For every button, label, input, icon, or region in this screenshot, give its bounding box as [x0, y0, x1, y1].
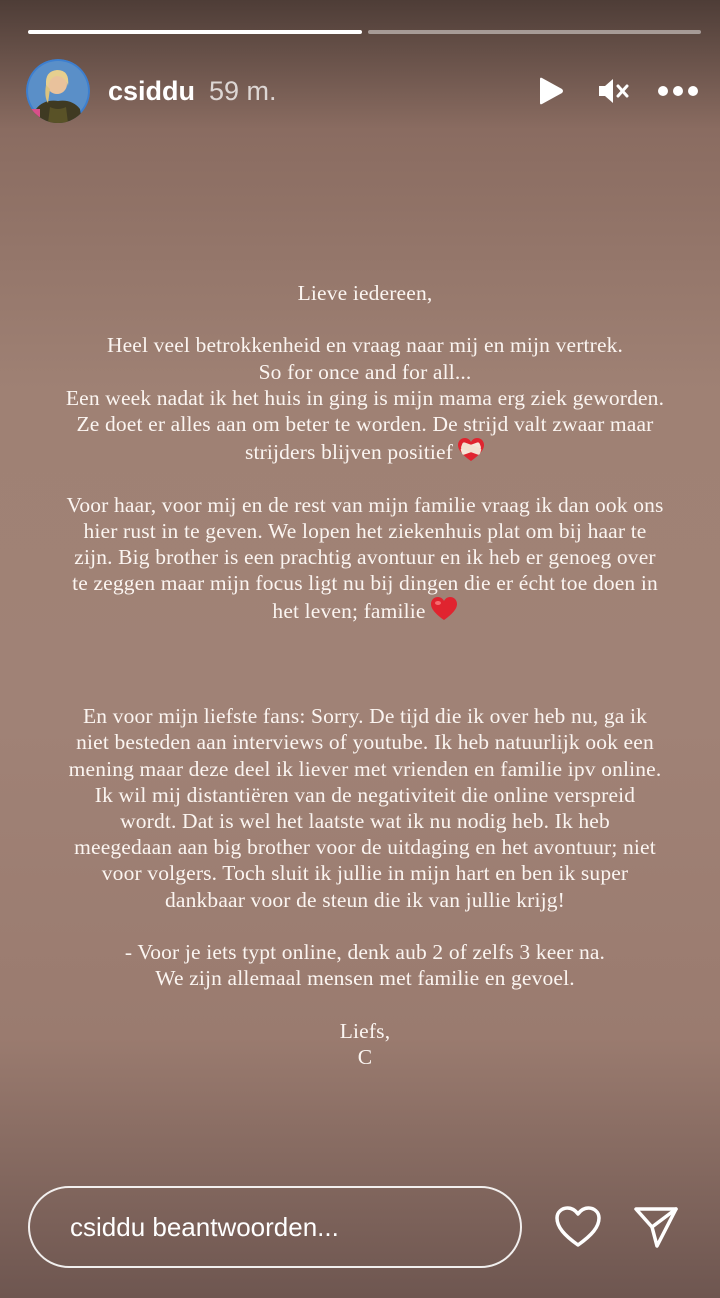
reply-placeholder: csiddu beantwoorden... — [70, 1211, 339, 1242]
story-greeting: Lieve iedereen, — [297, 281, 433, 305]
more-options-button[interactable] — [656, 69, 700, 113]
story-line: mening maar deze deel ik liever met vrienden en familie ipv online. — [68, 756, 662, 781]
story-line: niet besteden aan interviews of youtube. Ik heb natuurlijk ook een — [76, 730, 654, 755]
reply-bar — [28, 1184, 700, 1270]
story-line: Ze doet er alles aan om beter te worden. De strijd valt zwaar maar — [76, 412, 654, 436]
play-button[interactable] — [528, 69, 572, 113]
red-heart-emoji-icon — [430, 596, 458, 622]
story-line-text: strijders blijven positief — [244, 440, 454, 465]
story-line: te zeggen maar mijn focus ligt nu bij dingen die er écht toe doen in — [72, 571, 658, 596]
story-line-with-emoji — [30, 596, 700, 624]
like-button[interactable] — [552, 1201, 604, 1253]
send-icon — [633, 1205, 679, 1249]
story-line: En voor mijn liefste fans: Sorry. De tijd die ik over heb nu, ga ik — [83, 704, 647, 729]
reply-actions — [552, 1201, 682, 1253]
reply-input[interactable] — [28, 1186, 522, 1268]
play-icon — [535, 76, 565, 106]
story-signature: C — [357, 1044, 373, 1069]
story-header — [26, 58, 700, 124]
progress-segment-1 — [28, 30, 362, 34]
story-signoff: Liefs, — [339, 1018, 391, 1043]
more-horizontal-icon — [657, 85, 699, 97]
story-line: - Voor je iets typt online, denk aub 2 of zelfs 3 keer na. — [124, 939, 606, 964]
story-line: Een week nadat ik het huis in ging is mijn mama erg ziek geworden. — [65, 385, 665, 410]
heart-icon — [554, 1205, 602, 1249]
story-line: Heel veel betrokkenheid en vraag naar mij en mijn vertrek. — [106, 333, 624, 358]
avatar[interactable] — [26, 59, 90, 123]
story-line: wordt. Dat is wel het laatste wat ik nu nodig heb. Ik heb — [120, 808, 610, 833]
heart-with-bandage-emoji-icon — [457, 437, 485, 463]
story-message — [30, 280, 700, 1070]
story-progress-bar — [28, 30, 701, 34]
story-line: meegedaan aan big brother voor de uitdaging en het avontuur; niet — [74, 835, 656, 860]
send-button[interactable] — [630, 1201, 682, 1253]
story-line: dankbaar voor de steun die ik van jullie krijg! — [165, 887, 565, 912]
story-line: voor volgers. Toch sluit ik jullie in mijn hart en ben ik super — [101, 861, 629, 886]
story-line: Ik wil mij distantiëren van de negativiteit die online verspreid — [94, 782, 636, 807]
mute-button[interactable] — [592, 69, 636, 113]
story-line: hier rust in te geven. We lopen het ziekenhuis plat om bij haar te — [83, 518, 647, 543]
post-time: 59 m. — [209, 75, 277, 106]
username[interactable]: csiddu — [108, 75, 196, 106]
volume-muted-icon — [597, 76, 631, 106]
progress-segment-2 — [368, 30, 702, 34]
story-line: zijn. Big brother is een prachtig avontuur en ik heb er genoeg over — [74, 545, 656, 569]
story-line: So for once and for all... — [258, 359, 472, 384]
story-line: We zijn allemaal mensen met familie en gevoel. — [155, 966, 575, 991]
story-line-text: het leven; familie — [272, 599, 426, 624]
story-line-with-emoji — [30, 437, 700, 465]
story-line: Voor haar, voor mij en de rest van mijn familie vraag ik dan ook ons — [66, 492, 664, 517]
